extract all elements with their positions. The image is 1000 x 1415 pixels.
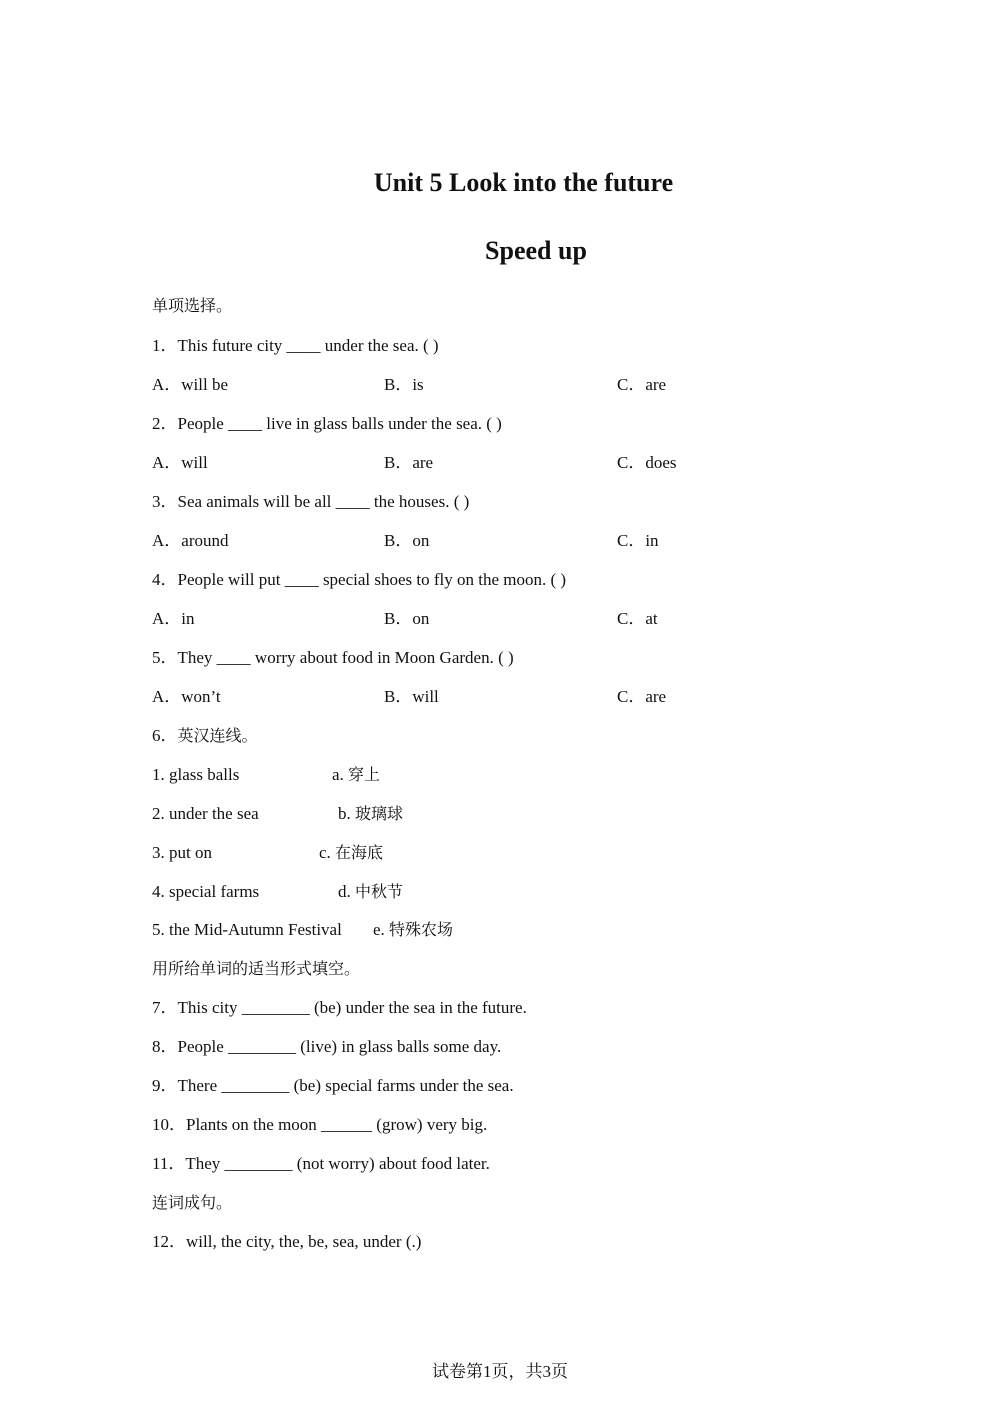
question-4-stem: 4．People will put ____ special shoes to fly on the moon. ( ) (152, 570, 567, 589)
question-1-stem: 1．This future city ____ under the sea. ( ) (152, 336, 439, 355)
page-title: Unit 5 Look into the future (373, 168, 674, 197)
question-6-instruction: 英汉连线。 (177, 726, 258, 745)
match-right-a-letter: a. (332, 765, 349, 784)
question-3-option-a: A．around (152, 531, 229, 550)
question-9: 9．There ________ (be) special farms under the sea. (152, 1076, 514, 1095)
question-3-option-c: C．in (617, 531, 659, 550)
match-right-c (319, 843, 383, 863)
question-1-option-a: A．will be (152, 375, 229, 394)
match-right-a (332, 765, 380, 785)
match-right-d (338, 882, 403, 902)
question-3-option-b: B．on (384, 531, 430, 550)
match-right-e (373, 920, 453, 940)
page-subtitle: Speed up (485, 236, 587, 265)
page-footer: 试卷第1页，共3页 (432, 1362, 568, 1381)
match-left-3: 3. put on (152, 843, 212, 862)
question-5-stem: 5．They ____ worry about food in Moon Garden. ( ) (152, 648, 514, 667)
match-left-4: 4. special farms (152, 882, 260, 901)
match-right-b-letter: b. (338, 804, 355, 823)
question-1-option-c: C．are (617, 375, 667, 394)
match-left-2: 2. under the sea (152, 804, 259, 823)
match-left-1: 1. glass balls (152, 765, 240, 784)
question-1-option-b: B．is (384, 375, 424, 394)
question-4-option-c: C．at (617, 609, 658, 628)
question-12: 12．will, the city, the, be, sea, under (.) (152, 1232, 422, 1251)
section-heading-word-forms: 用所给单词的适当形式填空。 (152, 959, 361, 978)
match-right-b (338, 804, 403, 824)
match-right-a-text: 穿上 (348, 765, 381, 784)
question-2-option-a: A．will (152, 453, 208, 472)
match-left-5: 5. the Mid-Autumn Festival (152, 920, 342, 939)
question-3-stem: 3．Sea animals will be all ____ the houses. ( ) (152, 492, 470, 511)
question-11: 11．They ________ (not worry) about food later. (152, 1154, 490, 1173)
question-4-option-a: A．in (152, 609, 195, 628)
question-4-option-b: B．on (384, 609, 430, 628)
question-2-stem: 2．People ____ live in glass balls under the sea. ( ) (152, 414, 502, 433)
question-2-option-b: B．are (384, 453, 434, 472)
question-5-option-b: B．will (384, 687, 439, 706)
match-right-c-text: 在海底 (335, 843, 384, 862)
match-right-d-text: 中秋节 (355, 882, 404, 901)
question-8: 8．People ________ (live) in glass balls some day. (152, 1037, 502, 1056)
section-heading-single-choice: 单项选择。 (152, 296, 233, 315)
question-5-option-c: C．are (617, 687, 667, 706)
match-right-d-letter: d. (338, 882, 355, 901)
question-6-number: 6． (152, 726, 178, 745)
question-2-option-c: C．does (617, 453, 677, 472)
section-heading-sentence-order: 连词成句。 (152, 1193, 233, 1212)
question-5-option-a: A．won’t (152, 687, 221, 706)
match-right-c-letter: c. (319, 843, 336, 862)
question-7: 7．This city ________ (be) under the sea in the future. (152, 998, 527, 1017)
match-right-b-text: 玻璃球 (355, 804, 404, 823)
match-right-e-letter: e. (373, 920, 390, 939)
question-10: 10．Plants on the moon ______ (grow) very big. (152, 1115, 488, 1134)
match-right-e-text: 特殊农场 (389, 920, 454, 939)
question-6-heading (152, 726, 258, 746)
